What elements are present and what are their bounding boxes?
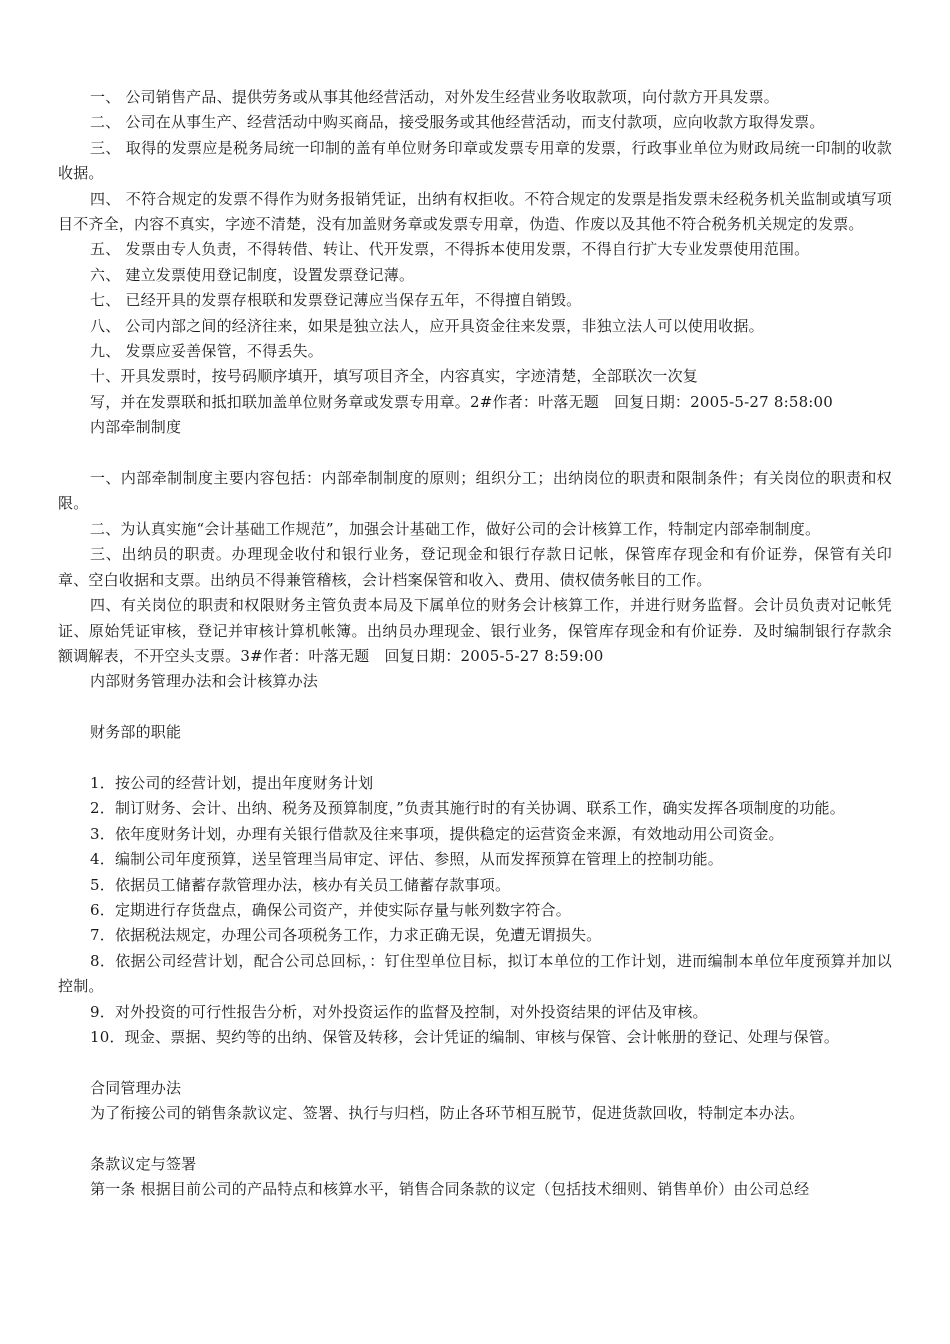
invoice-rule-10: 十、开具发票时，按号码顺序填开，填写项目齐全，内容真实，字迹清楚，全部联次一次复 <box>90 367 699 386</box>
invoice-rule-4: 四、 不符合规定的发票不得作为财务报销凭证，出纳有权拒收。不符合规定的发票是指发票未经税务机关监制或填写项目不齐全，内容不真实，字迹不清楚，没有加盖财务章或发票专用章，伪造、作废以及其他不符合税务机关规定的发票。 <box>58 189 892 234</box>
section-heading-contract-management: 合同管理办法 <box>90 1078 182 1097</box>
section-heading-financial-management: 内部财务管理办法和会计核算办法 <box>90 672 319 691</box>
function-item-10: 10．现金、票据、契约等的出纳、保管及转移，会计凭证的编制、审核与保管、会计帐册的登记、处理与保管。 <box>90 1027 840 1046</box>
function-item-1: 1．按公司的经营计划，提出年度财务计划 <box>90 773 374 792</box>
invoice-rule-10-cont: 写，并在发票联和抵扣联加盖单位财务章或发票专用章。2#作者：叶落无题 回复日期：2005-5-27 8:58:00 <box>90 392 834 411</box>
function-item-5: 5．依据员工储蓄存款管理办法，核办有关员工储蓄存款事项。 <box>90 875 511 894</box>
invoice-rule-1: 一、 公司销售产品、提供劳务或从事其他经营活动，对外发生经营业务收取款项，向付款方开具发票。 <box>90 88 779 106</box>
invoice-rule-6: 六、 建立发票使用登记制度，设置发票登记薄。 <box>90 265 415 284</box>
function-item-9: 9．对外投资的可行性报告分析，对外投资运作的监督及控制，对外投资结果的评估及审核。 <box>90 1002 708 1021</box>
section-heading-terms-signing: 条款议定与签署 <box>90 1154 197 1173</box>
function-item-2: 2．制订财务、会计、出纳、税务及预算制度，”负责其施行时的有关协调、联系工作，确实发挥各项制度的功能。 <box>90 799 845 818</box>
blank-line <box>58 695 892 720</box>
function-item-4: 4．编制公司年度预算，送呈管理当局审定、评估、参照，从而发挥预算在管理上的控制功能。 <box>90 850 723 869</box>
function-item-6: 6．定期进行存货盘点，确保公司资产，并使实际存量与帐列数字符合。 <box>90 900 571 919</box>
section-heading-finance-functions: 财务部的职能 <box>90 723 182 742</box>
control-rule-1: 一、内部牵制制度主要内容包括：内部牵制制度的原则；组织分工；出纳岗位的职责和限制条件；有关岗位的职责和权限。 <box>58 469 892 513</box>
article-1: 第一条 根据目前公司的产品特点和核算水平，销售合同条款的议定（包括技术细则、销售单价）由公司总经 <box>90 1180 810 1199</box>
invoice-rule-7: 七、 已经开具的发票存根联和发票登记薄应当保存五年，不得擅自销毁。 <box>90 291 582 310</box>
control-rule-4: 四、有关岗位的职责和权限财务主管负责本局及下属单位的财务会计核算工作，并进行财务监督。会计员负责对记帐凭证、原始凭证审核，登记并审核计算机帐簿。出纳员办理现金、银行业务，保管库存现金和有价证券．及时编制银行存款余额调解表，不开空头支票。3#作者：叶落无题 回复日期：2005-5-27 8:59:00 <box>58 596 892 665</box>
section-heading-internal-control: 内部牵制制度 <box>90 418 182 437</box>
function-item-3: 3．依年度财务计划，办理有关银行借款及往来事项，提供稳定的运营资金来源，有效地动用公司资金。 <box>90 824 784 843</box>
function-item-7: 7．依据税法规定，办理公司各项税务工作，力求正确无误，免遭无谓损失。 <box>90 926 602 945</box>
function-item-8: 8．依据公司经营计划，配合公司总回标，：钉住型单位目标，拟订本单位的工作计划，进而编制本单位年度预算并加以控制。 <box>58 951 892 996</box>
invoice-rule-8: 八、 公司内部之间的经济往来，如果是独立法人，应开具资金往来发票，非独立法人可以使用收据。 <box>90 316 764 335</box>
blank-line <box>58 1127 892 1152</box>
contract-intro: 为了衔接公司的销售条款议定、签署、执行与归档，防止各环节相互脱节，促进货款回收，特制定本办法。 <box>90 1104 805 1123</box>
document-page <box>58 85 892 1203</box>
blank-line <box>58 746 892 771</box>
blank-line <box>58 1050 892 1075</box>
control-rule-3: 三、出纳员的职责。办理现金收付和银行业务，登记现金和银行存款日记帐，保管库存现金和有价证券，保管有关印章、空白收据和支票。出纳员不得兼管稽核，会计档案保管和收入、费用、债权债务帐目的工作。 <box>58 545 892 589</box>
invoice-rule-3: 三、 取得的发票应是税务局统一印制的盖有单位财务印章或发票专用章的发票，行政事业单位为财政局统一印制的收款收据。 <box>58 138 892 183</box>
invoice-rule-9: 九、 发票应妥善保管，不得丢失。 <box>90 342 323 361</box>
blank-line <box>58 441 892 466</box>
control-rule-2: 二、为认真实施“会计基础工作规范”，加强会计基础工作，做好公司的会计核算工作，特制定内部牵制制度。 <box>90 519 821 538</box>
invoice-rule-5: 五、 发票由专人负责，不得转借、转让、代开发票，不得拆本使用发票，不得自行扩大专业发票使用范围。 <box>90 240 810 259</box>
invoice-rule-2: 二、 公司在从事生产、经营活动中购买商品，接受服务或其他经营活动，而支付款项，应向收款方取得发票。 <box>90 113 825 132</box>
